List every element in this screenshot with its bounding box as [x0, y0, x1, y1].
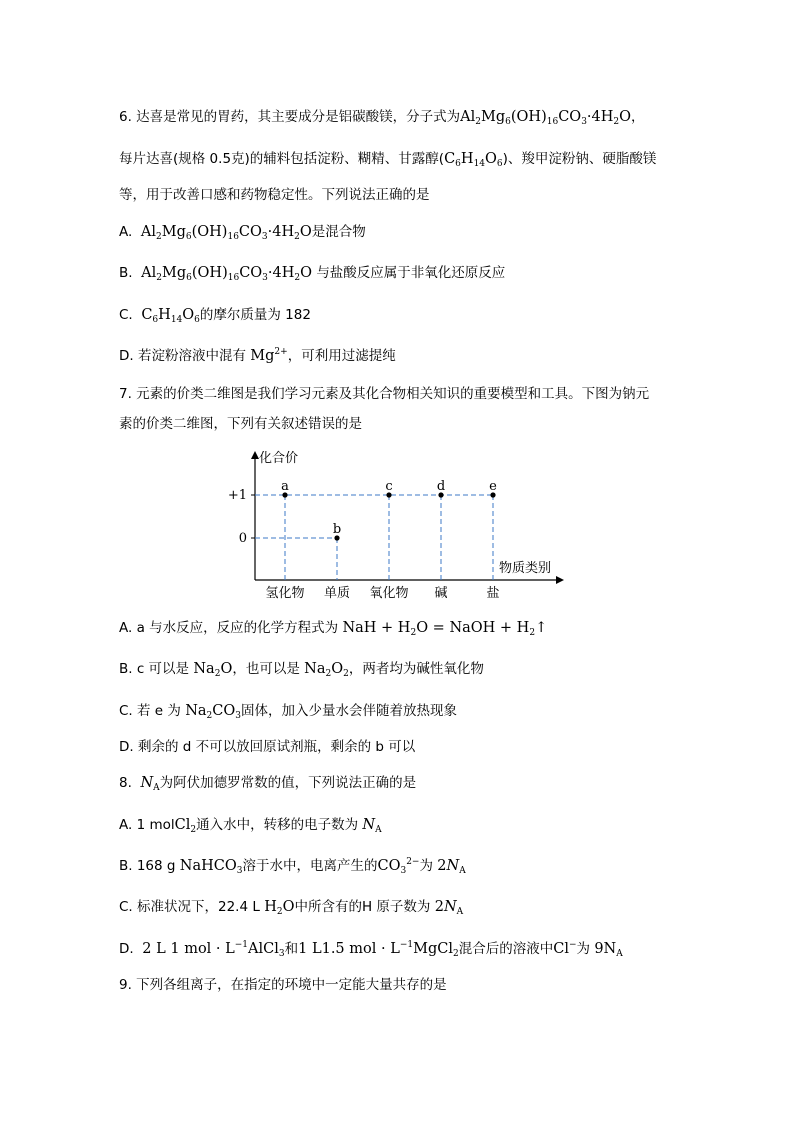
q6-line2: 每片达喜(规格 0.5克)的辅料包括淀粉、糊精、甘露醇$(C_6H_{14}O_6)$、羧甲淀粉钠、硬脂酸镁: [119, 151, 657, 169]
x-axis-label: 物质类别: [499, 561, 552, 576]
q6-option-a: A. $Al_2Mg_6(OH)_{16}CO_3\cdot 4H_2O$是混合物: [119, 224, 366, 242]
q7-option-b: B. c 可以是 $Na_2O$，也可以是 $Na_2O_2$，两者均为碱性氧化物: [119, 661, 484, 679]
x-tick-label: 氢化物: [265, 586, 305, 601]
y-tick-label: +1: [227, 488, 247, 503]
q8-option-c: C. 标准状况下，22.4 L $H_2O$中所含有的H 原子数为 $2N_A$: [119, 899, 464, 917]
y-axis-label: 化合价: [259, 451, 299, 466]
x-tick-label: 氧化物: [369, 586, 409, 601]
q8-stem: 8. $N_A$为阿伏加德罗常数的值，下列说法正确的是: [119, 775, 417, 793]
q6-line1: 6. 达喜是常见的胃药，其主要成分是铝碳酸镁，分子式为$Al_2Mg_6(OH)_{16}CO_3\cdot 4H_2O$，: [119, 109, 645, 127]
q8-option-b: B. 168 g NaHCO$_3$溶于水中，电离产生的$CO_3^{2-}$为 $2N_A$: [119, 857, 466, 876]
formula-al2mg6: $Al_2Mg_6(OH)_{16}CO_3\cdot 4H_2O$: [460, 109, 632, 127]
x-tick-label: 碱: [434, 586, 448, 601]
q8-option-a: A. 1 molCl$_2$通入水中，转移的电子数为 $N_A$: [119, 817, 382, 835]
q7-option-a: A. a 与水反应，反应的化学方程式为 NaH + $H_2O$ = NaOH + $H_2↑$: [119, 620, 548, 638]
q7-option-d: D. 剩余的 d 不可以放回原试剂瓶，剩余的 b 可以: [119, 739, 416, 755]
y-tick-label: 0: [238, 531, 247, 546]
x-tick-label: 盐: [486, 586, 500, 601]
x-axis-arrow: [556, 576, 564, 584]
q7-line1: 7. 元素的价类二维图是我们学习元素及其化合物相关知识的重要模型和工具。下图为钠元: [119, 386, 650, 402]
point-label-b: b: [332, 522, 342, 537]
point-label-a: a: [281, 479, 289, 494]
point-label-d: d: [436, 479, 446, 494]
q6-line3: 等，用于改善口感和药物稳定性。下列说法正确的是: [119, 187, 430, 203]
y-axis-arrow: [251, 451, 259, 459]
point-label-e: e: [489, 479, 497, 494]
q6-option-c: C. $C_6H_{14}O_6$的摩尔质量为 182: [119, 307, 311, 325]
q6-option-b: B. $Al_2Mg_6(OH)_{16}CO_3\cdot 4H_2O$ 与盐酸反应属于非氧化还原反应: [119, 265, 506, 283]
x-tick-label: 单质: [323, 586, 351, 601]
q6-option-d: D. 若淀粉溶液中混有 $Mg^{2+}$，可利用过滤提纯: [119, 347, 396, 364]
q7-line2: 素的价类二维图，下列有关叙述错误的是: [119, 416, 362, 432]
q8-option-d: D. 2 L 1 mol · $L^{-1}AlCl_3$和1 L1.5 mol · $L^{-1}MgCl_2$混合后的溶液中Cl−为 $9N_A$: [119, 940, 623, 959]
point-label-c: c: [385, 479, 393, 494]
q9-stem: 9. 下列各组离子，在指定的环境中一定能大量共存的是: [119, 977, 447, 993]
q7-option-c: C. 若 e 为 $Na_2CO_3$固体，加入少量水会伴随着放热现象: [119, 703, 457, 721]
